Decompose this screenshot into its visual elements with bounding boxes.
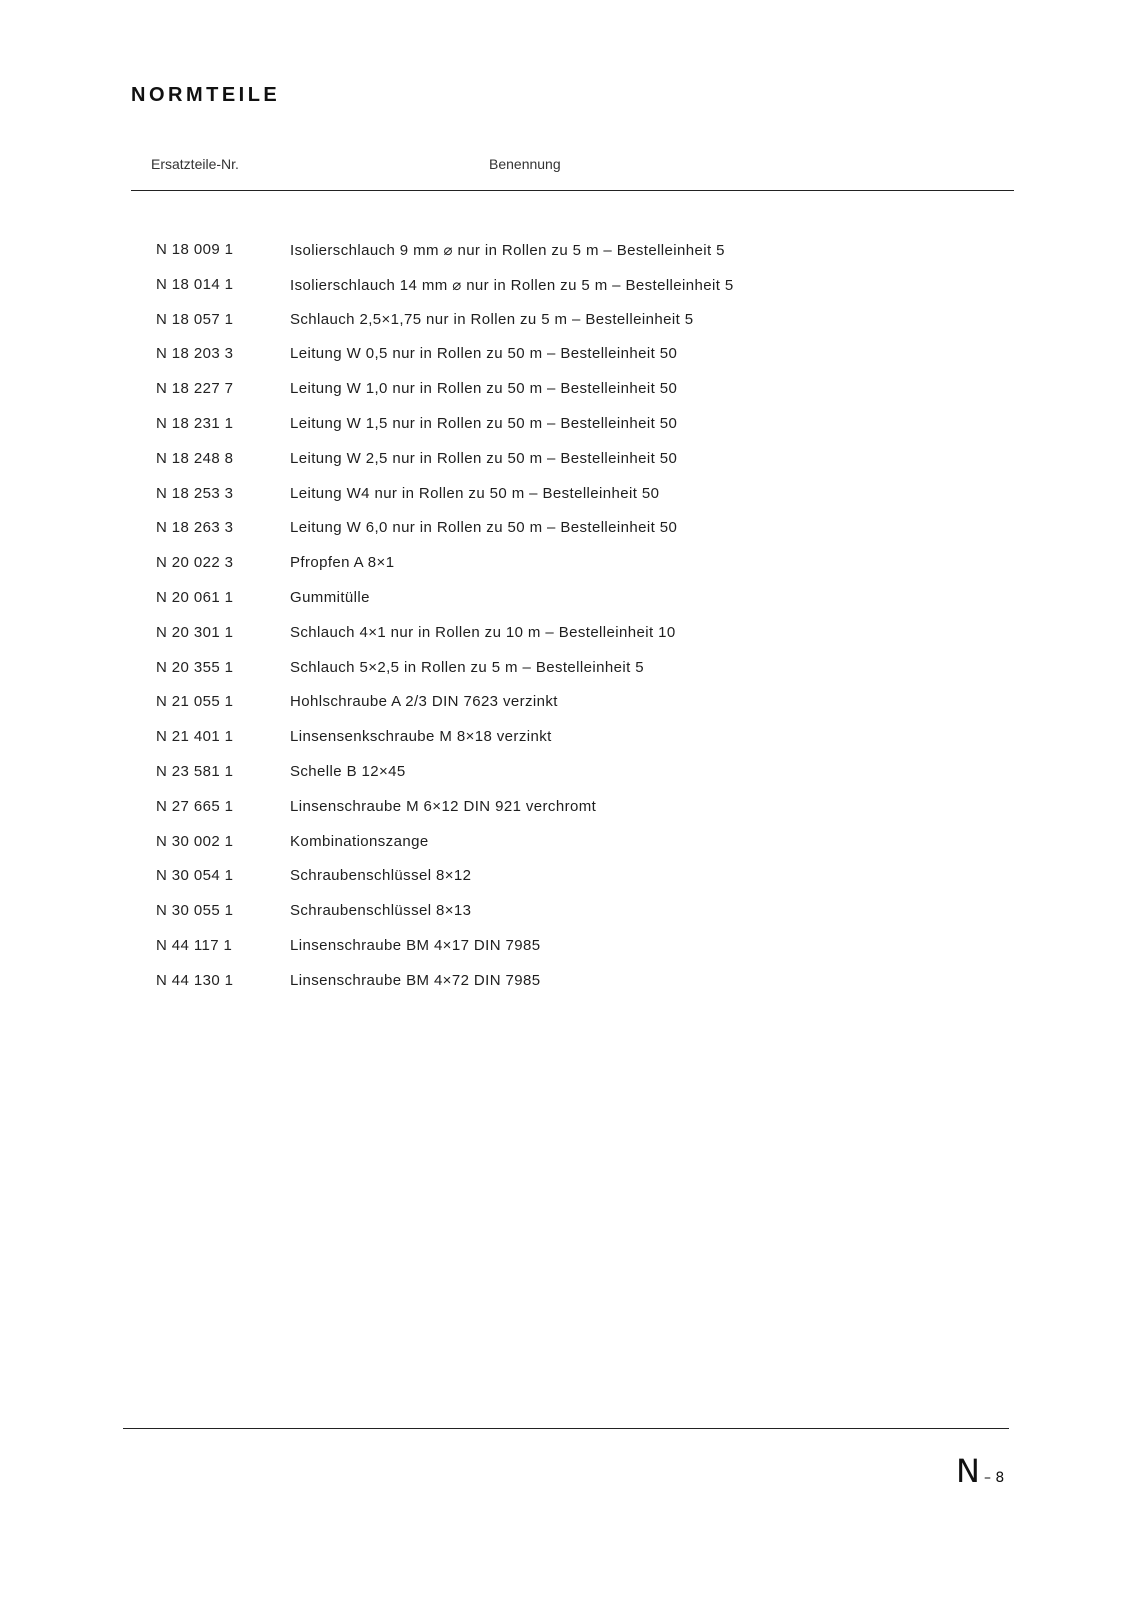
table-row [0, 693, 1144, 728]
table-row [0, 867, 1144, 902]
page-number [956, 1452, 1004, 1490]
part-number: N 18 263 3 [156, 519, 234, 537]
footer-rule [123, 1428, 1009, 1429]
part-description: Gummitülle [290, 588, 370, 606]
part-number: N 18 009 1 [156, 241, 234, 258]
table-row [0, 624, 1144, 659]
part-description: Leitung W 0,5 nur in Rollen zu 50 m – Bestelleinheit 50 [290, 345, 678, 363]
part-number: N 18 248 8 [156, 449, 234, 467]
part-number: N 20 355 1 [156, 658, 234, 676]
part-number: N 18 057 1 [156, 310, 234, 328]
part-description: Leitung W4 nur in Rollen zu 50 m – Bestelleinheit 50 [290, 484, 660, 502]
part-description: Schlauch 5×2,5 in Rollen zu 5 m – Bestelleinheit 5 [290, 658, 644, 676]
table-row [0, 485, 1144, 520]
table-row [0, 902, 1144, 937]
table-row [0, 659, 1144, 694]
part-number: N 44 117 1 [156, 936, 233, 954]
part-description: Schraubenschlüssel 8×13 [290, 902, 472, 920]
part-description: Leitung W 2,5 nur in Rollen zu 50 m – Bestelleinheit 50 [290, 449, 678, 467]
table-row [0, 450, 1144, 485]
part-number: N 18 014 1 [156, 275, 234, 293]
part-description: Linsenschraube BM 4×72 DIN 7985 [290, 971, 541, 989]
part-description: Leitung W 6,0 nur in Rollen zu 50 m – Bestelleinheit 50 [290, 519, 678, 537]
part-description: Linsenschraube BM 4×17 DIN 7985 [290, 936, 541, 954]
part-description: Schraubenschlüssel 8×12 [290, 867, 472, 885]
part-number: N 44 130 1 [156, 971, 234, 989]
part-number: N 18 227 7 [156, 380, 234, 398]
table-row [0, 380, 1144, 415]
part-number: N 18 203 3 [156, 345, 234, 363]
part-number: N 30 002 1 [156, 832, 234, 850]
table-row [0, 345, 1144, 380]
part-description: Schlauch 2,5×1,75 nur in Rollen zu 5 m – Bestelleinheit 5 [290, 310, 694, 328]
part-number: N 30 055 1 [156, 902, 234, 920]
part-description: Linsenschraube M 6×12 DIN 921 verchromt [290, 797, 597, 815]
page-suffix: – 8 [983, 1470, 1005, 1486]
part-description: Leitung W 1,5 nur in Rollen zu 50 m – Bestelleinheit 50 [290, 414, 678, 432]
part-description: Kombinationszange [290, 832, 429, 850]
table-row [0, 276, 1144, 311]
table-row [0, 798, 1144, 833]
table-row [0, 833, 1144, 868]
table-row [0, 519, 1144, 554]
table-row [0, 311, 1144, 346]
part-description: Schelle B 12×45 [290, 762, 406, 780]
table-row [0, 763, 1144, 798]
part-number: N 18 231 1 [156, 414, 234, 432]
column-header-part-number: Ersatzteile-Nr. [151, 156, 239, 172]
table-row [0, 937, 1144, 972]
page-title: NORMTEILE [131, 84, 281, 106]
table-row [0, 728, 1144, 763]
part-description: Leitung W 1,0 nur in Rollen zu 50 m – Bestelleinheit 50 [290, 380, 678, 398]
part-number: N 20 301 1 [156, 623, 234, 641]
header-rule [131, 190, 1014, 191]
table-row [0, 589, 1144, 624]
parts-list [0, 241, 1144, 1007]
part-description: Hohlschraube A 2/3 DIN 7623 verzinkt [290, 693, 558, 711]
page-letter: N [956, 1452, 980, 1490]
part-number: N 21 401 1 [156, 728, 234, 746]
part-number: N 18 253 3 [156, 484, 234, 502]
table-row [0, 415, 1144, 450]
part-number: N 21 055 1 [156, 693, 234, 711]
table-row [0, 554, 1144, 589]
part-number: N 27 665 1 [156, 797, 234, 815]
part-number: N 30 054 1 [156, 867, 234, 885]
part-description: Schlauch 4×1 nur in Rollen zu 10 m – Bestelleinheit 10 [290, 623, 676, 641]
part-description: Linsensenkschraube M 8×18 verzinkt [290, 728, 552, 746]
part-number: N 20 022 3 [156, 554, 234, 572]
table-row [0, 241, 1144, 276]
part-number: N 20 061 1 [156, 588, 234, 606]
part-description: Isolierschlauch 14 mm ⌀ nur in Rollen zu 5 m – Bestelleinheit 5 [290, 276, 734, 294]
part-number: N 23 581 1 [156, 762, 234, 780]
column-header-description: Benennung [489, 156, 561, 172]
part-description: Pfropfen A 8×1 [290, 554, 395, 572]
part-description: Isolierschlauch 9 mm ⌀ nur in Rollen zu 5 m – Bestelleinheit 5 [290, 242, 725, 259]
table-row [0, 972, 1144, 1007]
